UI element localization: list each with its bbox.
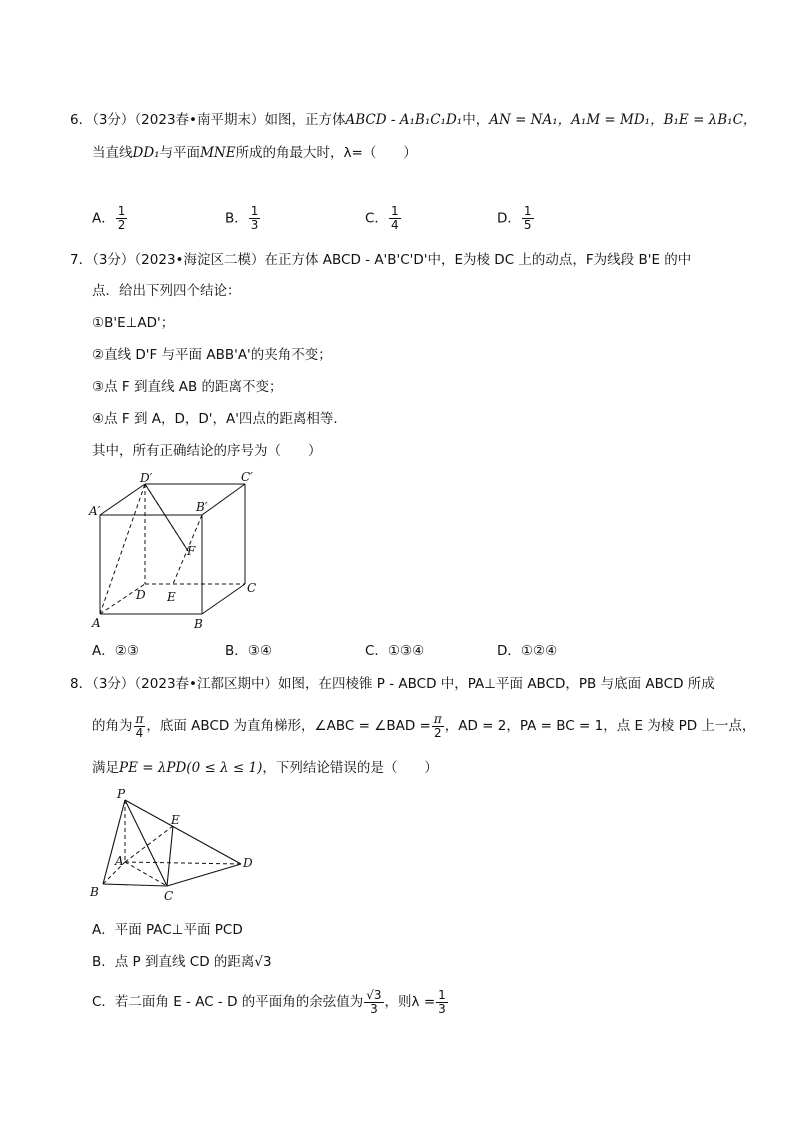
label-a: A bbox=[115, 854, 124, 868]
edge-b-c bbox=[103, 884, 167, 886]
q6-cond-3: B₁E = λB₁C， bbox=[663, 112, 757, 128]
q8-option-c[interactable] bbox=[92, 988, 449, 1016]
q7-statement-3: ③点 F 到直线 AB 的距离不变； bbox=[92, 379, 283, 395]
label-p: P bbox=[117, 787, 126, 801]
q6-cond-2: A₁M = MD₁， bbox=[571, 112, 664, 128]
q6-score: （3分） bbox=[92, 112, 135, 128]
edge-p-d bbox=[125, 800, 241, 864]
q6-line2-a: 当直线 bbox=[92, 145, 133, 161]
q6-line-2 bbox=[92, 143, 417, 163]
edge-a-d bbox=[125, 862, 241, 864]
q6-option-c-fraction: $\frac{1}{4}$ bbox=[390, 204, 399, 232]
q7-ask: 其中，所有正确结论的序号为（ ） bbox=[92, 443, 322, 459]
q6-stem-b: 中， bbox=[462, 112, 490, 128]
q8-line2-b: ，底面 ABCD 为直角梯形，∠ABC = ∠BAD = bbox=[146, 718, 431, 734]
q6-option-d-fraction: $\frac{1}{5}$ bbox=[523, 204, 532, 232]
q8-option-c-lambda-fraction: $\frac{1}{3}$ bbox=[438, 987, 446, 1016]
q6-stem-a: 如图，正方体 bbox=[264, 112, 346, 128]
q6-option-b-fraction: $\frac{1}{3}$ bbox=[250, 204, 259, 232]
edge-p-b bbox=[103, 800, 125, 884]
q8-option-c-cos-fraction: $\frac{√3}{3}$ bbox=[366, 987, 382, 1016]
q7-statement-4: ④点 F 到 A，D，D'，A'四点的距离相等． bbox=[92, 411, 347, 427]
q6-option-b[interactable] bbox=[225, 205, 261, 232]
q7-statement-2: ②直线 D'F 与平面 ABB'A'的夹角不变； bbox=[92, 347, 332, 363]
edge-bp-cp bbox=[202, 484, 245, 515]
label-e: E bbox=[171, 813, 180, 827]
q6-option-c[interactable] bbox=[365, 205, 402, 232]
q6-cond-1: AN = NA₁， bbox=[489, 112, 572, 128]
label-c: C bbox=[164, 889, 174, 902]
label-f: F bbox=[187, 544, 196, 558]
label-b: B bbox=[194, 617, 203, 631]
q8-angle-pi-over-4: $\frac{\pi}{4}$ bbox=[135, 711, 144, 740]
q6-line2-dd1: DD₁ bbox=[132, 145, 160, 161]
q7-statement-1: ①B'E⊥AD'； bbox=[92, 315, 175, 331]
label-c: C bbox=[247, 581, 257, 595]
q8-option-b[interactable]: B．点 P 到直线 CD 的距离√3 bbox=[92, 954, 272, 970]
q8-option-a[interactable]: A．平面 PAC⊥平面 PCD bbox=[92, 922, 243, 938]
q7-option-d[interactable]: D．①②④ bbox=[497, 643, 558, 659]
label-a-prime: A′ bbox=[89, 504, 101, 518]
q6-option-c-label: C． bbox=[365, 210, 388, 227]
label-d: D bbox=[136, 588, 146, 602]
q6-option-b-label: B． bbox=[225, 210, 248, 227]
q6-line2-c: 所成的角最大时，λ=（ ） bbox=[235, 145, 417, 161]
q8-line-2 bbox=[92, 712, 755, 740]
q6-line2-b: 与平面 bbox=[159, 145, 201, 161]
q6-option-d[interactable] bbox=[497, 205, 535, 232]
label-a: A bbox=[92, 616, 101, 630]
q8-angle-pi-over-2: $\frac{\pi}{2}$ bbox=[433, 711, 442, 740]
q8-line3-a: 满足 bbox=[92, 760, 119, 776]
edge-ap-dp bbox=[100, 484, 145, 515]
q6-line2-mne: MNE bbox=[200, 145, 236, 161]
edge-b-c bbox=[202, 584, 245, 614]
q8-line2-a: 的角为 bbox=[92, 718, 133, 734]
q6-option-a[interactable] bbox=[92, 205, 128, 232]
q6-cube-name: ABCD - A₁B₁C₁D₁ bbox=[345, 112, 463, 128]
q8-vector-condition: PE = λPD(0 ≤ λ ≤ 1) bbox=[119, 760, 263, 776]
segment-dp-f-solid bbox=[145, 484, 188, 551]
q6-option-a-fraction: $\frac{1}{2}$ bbox=[117, 204, 126, 232]
label-d: D bbox=[243, 856, 253, 870]
q8-option-c-text-a: C．若二面角 E - AC - D 的平面角的余弦值为 bbox=[92, 994, 364, 1010]
label-b: B bbox=[90, 885, 99, 899]
q7-option-b[interactable]: B．③④ bbox=[225, 643, 272, 659]
q7-line-2: 点．给出下列四个结论： bbox=[92, 283, 241, 299]
q6-source: （2023春•南平期末） bbox=[134, 112, 265, 128]
q8-option-c-text-b: ，则λ = bbox=[384, 994, 436, 1010]
q7-option-a[interactable]: A．②③ bbox=[92, 643, 139, 659]
edge-c-d bbox=[167, 864, 241, 886]
label-d-prime: D′ bbox=[140, 471, 153, 485]
edge-p-c bbox=[125, 800, 167, 886]
label-c-prime: C′ bbox=[241, 470, 253, 484]
q6-option-a-label: A． bbox=[92, 210, 115, 227]
q8-line-1: 8．（3分）（2023春•江都区期中）如图，在四棱锥 P - ABCD 中，PA⊥平面 ABCD，PB 与底面 ABCD 所成 bbox=[70, 676, 715, 692]
q8-line-3 bbox=[92, 758, 438, 778]
q6-option-d-label: D． bbox=[497, 210, 521, 227]
segment-a-e bbox=[125, 826, 173, 862]
q8-line3-c: ，下列结论错误的是（ ） bbox=[262, 760, 438, 776]
q6-number: 6． bbox=[70, 112, 93, 128]
segment-e-c bbox=[167, 826, 173, 886]
q7-option-c[interactable]: C．①③④ bbox=[365, 643, 425, 659]
q7-line-1: 7．（3分）（2023•海淀区二模）在正方体 ABCD - A'B'C'D'中，E为棱 DC 上的动点，F为线段 B'E 的中 bbox=[70, 252, 692, 268]
q8-pyramid-figure bbox=[85, 786, 265, 902]
q8-line2-c: ，AD = 2，PA = BC = 1，点 E 为棱 PD 上一点， bbox=[444, 718, 756, 734]
label-e: E bbox=[167, 590, 176, 604]
q6-line-1 bbox=[70, 110, 756, 130]
label-b-prime: B′ bbox=[196, 500, 208, 514]
q7-cube-figure bbox=[85, 468, 275, 638]
